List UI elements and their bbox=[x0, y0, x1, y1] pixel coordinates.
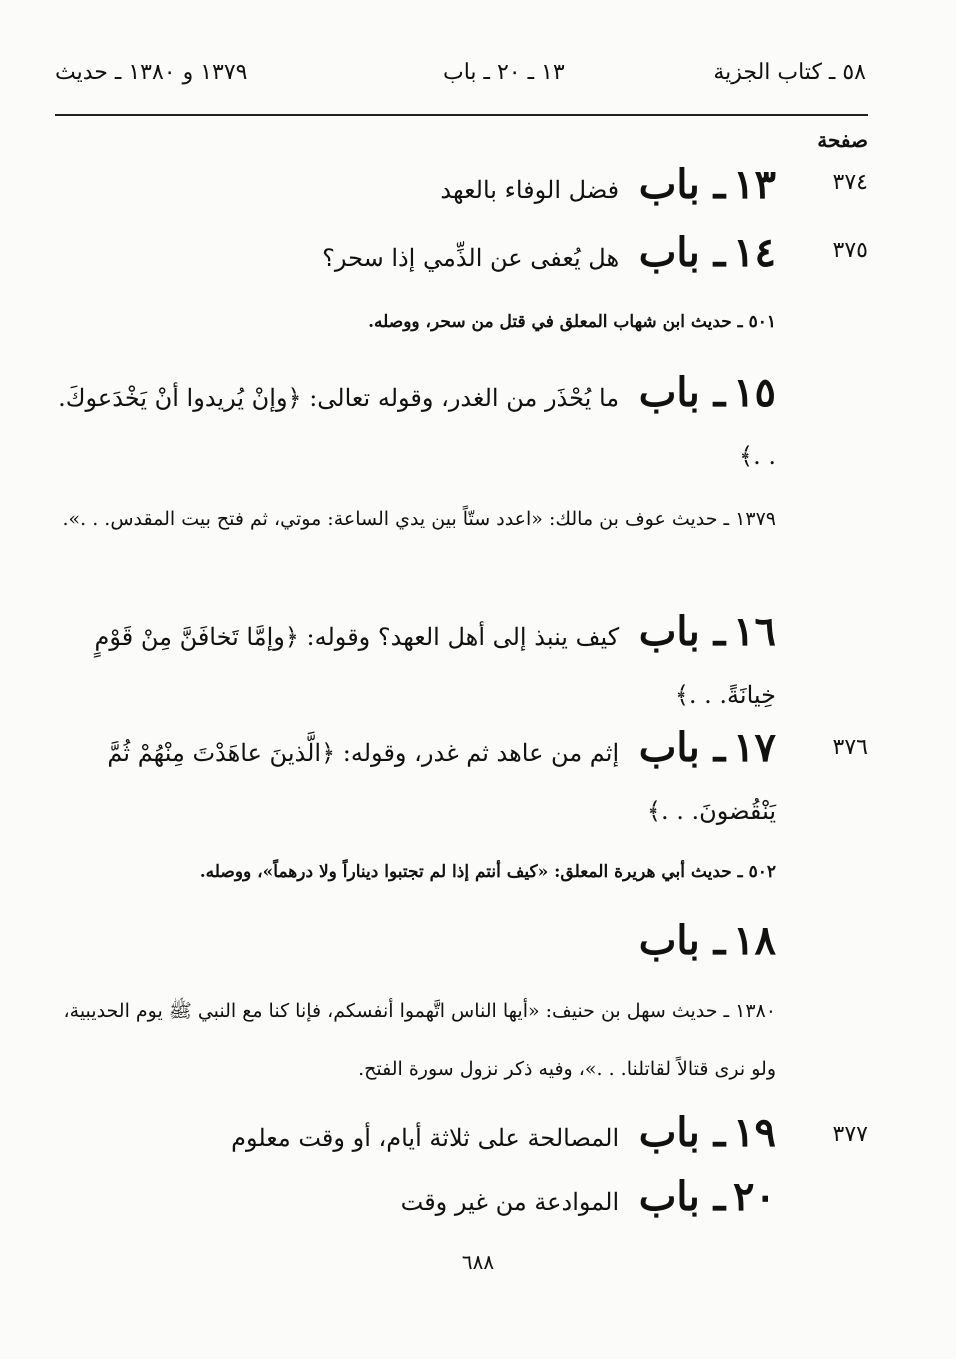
page-ref: ٣٧٦ bbox=[832, 735, 868, 760]
chapter-heading bbox=[55, 603, 776, 724]
chapter-title: ما يُحْذَر من الغدر، وقوله تعالى: ﴿وإنْ يُريدوا أنْ يَخْدَعوكَ. . .﴾ bbox=[58, 384, 776, 470]
chapter-bab: ـ باب bbox=[638, 161, 726, 208]
chapter-number: ١٣ bbox=[733, 161, 776, 208]
hadith-summary: ٥٠٢ ـ حديث أبي هريرة المعلق: «كيف أنتم إذا لم تجتبوا ديناراً ولا درهماً»، ووصله. bbox=[199, 862, 776, 882]
chapter-title: فضل الوفاء بالعهد bbox=[440, 176, 620, 204]
chapter-heading bbox=[55, 156, 776, 219]
chapter-heading bbox=[55, 364, 776, 485]
chapter-bab: ـ باب bbox=[638, 724, 726, 771]
chapter-number: ١٤ bbox=[733, 229, 776, 276]
hadith-summary: ١٣٧٩ ـ حديث عوف بن مالك: «اعدد ستّاً بين يدي الساعة: موتي، ثم فتح بيت المقدس. . .». bbox=[62, 508, 776, 530]
chapter-title: المصالحة على ثلاثة أيام، أو وقت معلوم bbox=[231, 1124, 620, 1152]
chapter-bab: ـ باب bbox=[638, 1173, 726, 1220]
page-number: ٦٨٨ bbox=[461, 1250, 495, 1274]
chapter-heading bbox=[55, 719, 776, 840]
hadith-summary: ٥٠١ ـ حديث ابن شهاب المعلق في قتل من سحر، ووصله. bbox=[368, 312, 776, 332]
chapter-heading bbox=[55, 912, 776, 975]
page-ref: ٣٧٥ bbox=[832, 238, 868, 263]
chapter-number: ١٩ bbox=[733, 1109, 776, 1156]
page-ref: ٣٧٤ bbox=[832, 170, 868, 195]
chapter-title: هل يُعفى عن الذِّمي إذا سحر؟ bbox=[322, 244, 620, 272]
chapter-number: ٢٠ bbox=[733, 1173, 776, 1220]
chapter-number: ١٨ bbox=[733, 917, 776, 964]
chapter-bab: ـ باب bbox=[638, 369, 726, 416]
running-header bbox=[55, 60, 866, 100]
chapter-bab: ـ باب bbox=[638, 917, 726, 964]
hadith-summary: ١٣٨٠ ـ حديث سهل بن حنيف: «أيها الناس اتَّهموا أنفسكم، فإنا كنا مع النبي ﷺ يوم الحديبية، ولو نرى قتالاً لقاتلنا. . .»، وفيه ذكر نزول سورة الفتح. bbox=[63, 1000, 776, 1080]
header-hadith-range: ١٣٧٩ و ١٣٨٠ ـ حديث bbox=[55, 60, 248, 85]
chapter-number: ١٥ bbox=[733, 369, 776, 416]
chapter-bab: ـ باب bbox=[638, 1109, 726, 1156]
page-column-label: صفحة bbox=[817, 128, 868, 152]
chapter-heading bbox=[55, 1104, 776, 1167]
chapter-title: الموادعة من غير وقت bbox=[400, 1188, 620, 1216]
chapter-title: إثم من عاهد ثم غدر، وقوله: ﴿الَّذينَ عاهَدْتَ مِنْهُمْ ثُمَّ يَنْقُضونَ. . .﴾ bbox=[107, 739, 776, 825]
chapter-title: كيف ينبذ إلى أهل العهد؟ وقوله: ﴿وإمَّا تَخافَنَّ مِنْ قَوْمٍ خِيانَةً. . .﴾ bbox=[94, 623, 776, 709]
chapter-heading bbox=[55, 1168, 776, 1231]
header-chapter-range: ١٣ ـ ٢٠ ـ باب bbox=[443, 60, 565, 85]
chapter-number: ١٧ bbox=[733, 724, 776, 771]
chapter-heading bbox=[55, 224, 776, 287]
chapter-bab: ـ باب bbox=[638, 608, 726, 655]
chapter-number: ١٦ bbox=[733, 608, 776, 655]
chapter-bab: ـ باب bbox=[638, 229, 726, 276]
page-ref: ٣٧٧ bbox=[832, 1122, 868, 1147]
header-book-title: ٥٨ ـ كتاب الجزية bbox=[713, 60, 866, 85]
header-divider bbox=[55, 114, 868, 116]
